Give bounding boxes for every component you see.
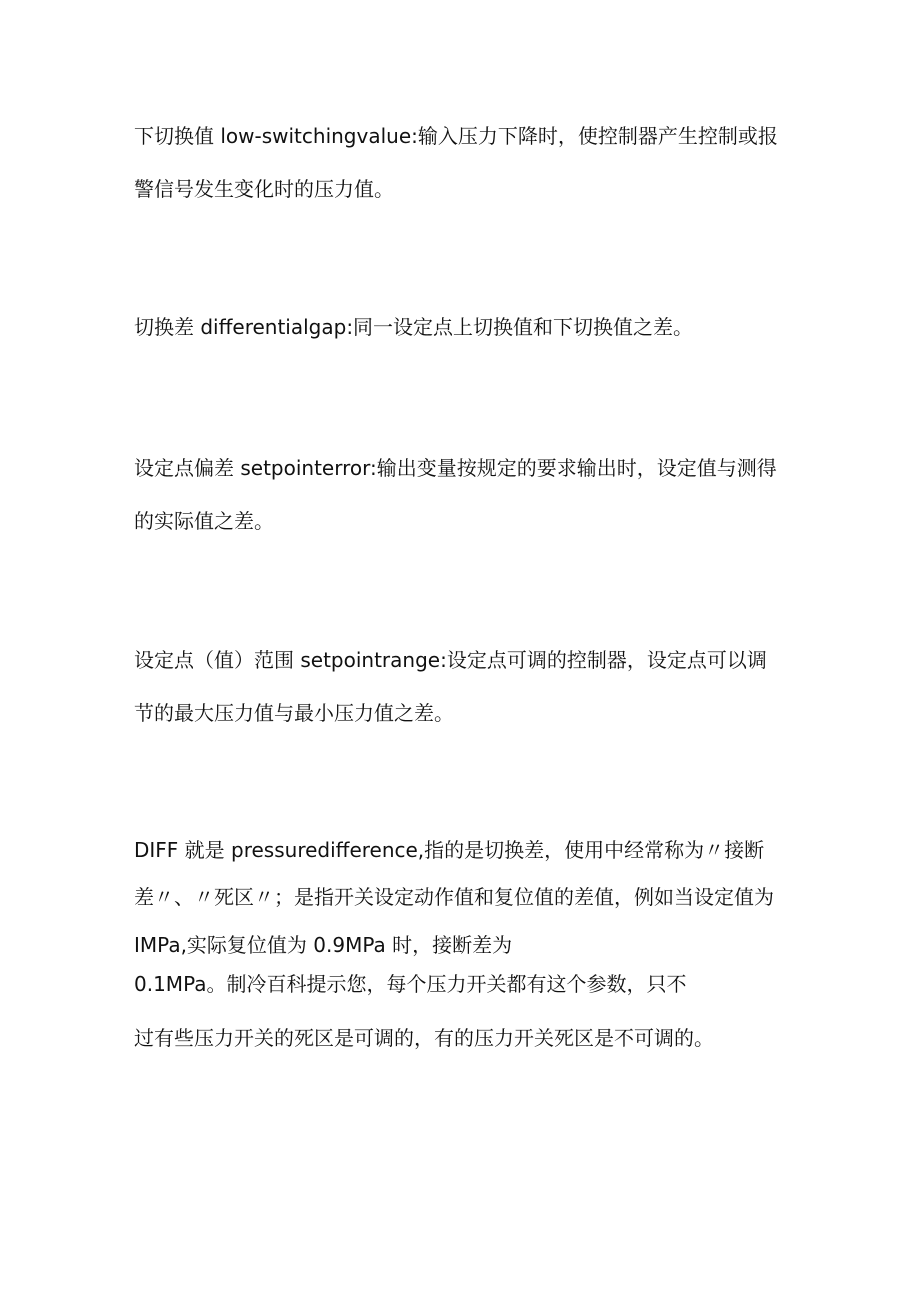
text-line: 警信号发生变化时的压力值。 bbox=[134, 177, 394, 201]
text-line: 设定点（值）范围 setpointrange:设定点可调的控制器，设定点可以调 bbox=[134, 648, 767, 672]
text-line: 设定点偏差 setpointerror:输出变量按规定的要求输出时，设定值与测得 bbox=[134, 456, 777, 480]
text-line: IMPa,实际复位值为 0.9MPa 时，接断差为 bbox=[134, 933, 513, 957]
text-line: 0.1MPa。制冷百科提示您，每个压力开关都有这个参数，只不 bbox=[134, 972, 687, 996]
text-line: 切换差 differentialgap:同一设定点上切换值和下切换值之差。 bbox=[134, 315, 694, 339]
text-line: 过有些压力开关的死区是可调的，有的压力开关死区是不可调的。 bbox=[134, 1026, 714, 1050]
text-line: 的实际值之差。 bbox=[134, 509, 274, 533]
text-line: 下切换值 low-switchingvalue:输入压力下降时，使控制器产生控制或报 bbox=[134, 124, 778, 148]
text-line: DIFF 就是 pressuredifference,指的是切换差，使用中经常称为〃接断 bbox=[134, 838, 765, 862]
text-line: 节的最大压力值与最小压力值之差。 bbox=[134, 701, 454, 725]
text-line: 差〃、〃死区〃；是指开关设定动作值和复位值的差值，例如当设定值为 bbox=[134, 885, 774, 909]
